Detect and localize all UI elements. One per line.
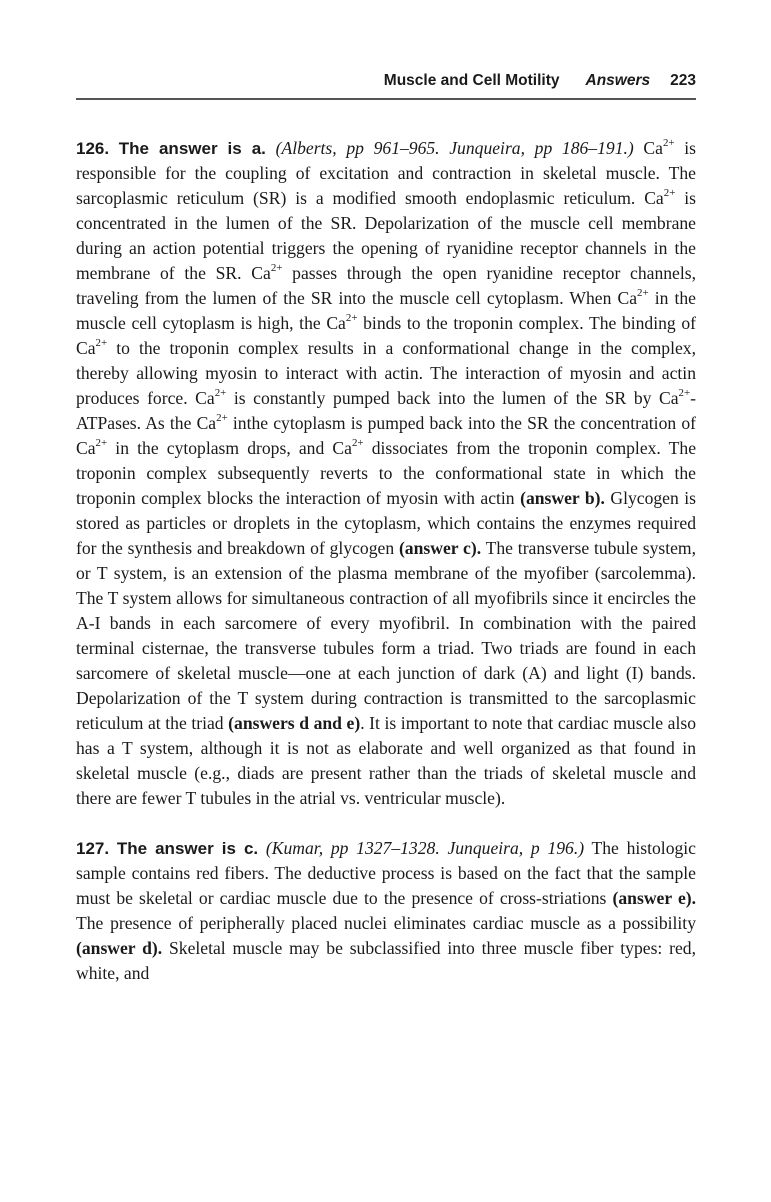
answer-126: [76, 136, 696, 811]
text-run: dissociates from the troponin complex. The troponin complex subsequently reverts to the conformational state in which the troponin complex blocks the interaction of myosin with actin: [76, 438, 696, 508]
answer-number: 127.: [76, 839, 110, 858]
running-head: [76, 72, 696, 90]
text-run: The transverse tubule system, or T system, is an extension of the plasma membrane of the myofiber (sarcolemma). The T system allows for simultaneous contraction of all myofibrils since it encircles the A-I bands in each sarcomere of every myofibril. In combination with the paired terminal cisternae, the transverse tubules form a triad. Two triads are found in each sarcomere of skeletal muscle—one at each junction of dark (A) and light (I) bands. Depolarization of the T system during contraction is transmitted to the sarcoplasmic reticulum at the triad: [76, 538, 697, 733]
superscript: 2+: [95, 336, 108, 349]
answer-number: 126.: [76, 139, 110, 158]
superscript: 2+: [270, 261, 283, 274]
text-run: . It is important to note that cardiac muscle also has a T system, although it is not as elaborate and well organized as that found in skeletal muscle (e.g., diads are present rather than the triads of skeletal muscle and there are fewer T tubules in the atrial vs. ventricular muscle).: [76, 713, 696, 808]
text-run: is constantly pumped back into the lumen of the SR by Ca: [226, 388, 679, 408]
answer-reference: (answer b).: [520, 488, 605, 508]
superscript: 2+: [663, 186, 676, 199]
text-run: to the troponin complex results in a conformational change in the complex, thereby allowing myosin to interact with actin. The interaction of myosin and actin produces force. Ca: [76, 338, 696, 408]
text-run: inthe cytoplasm is pumped back into the SR the concentration of Ca: [76, 413, 696, 458]
answer-reference: (answers d and e): [228, 713, 361, 733]
text-run: in the muscle cell cytoplasm is high, the Ca: [76, 288, 696, 333]
superscript: 2+: [216, 411, 228, 424]
answer-text: [76, 138, 696, 808]
text-run: is concentrated in the lumen of the SR. Depolarization of the muscle cell membrane during an action potential triggers the opening of ryanidine receptor channels in the membrane of the SR. Ca: [76, 188, 696, 283]
text-run: is responsible for the coupling of excitation and contraction in skeletal muscle. The sarcoplasmic reticulum (SR) is a modified smooth endoplasmic reticulum. Ca: [76, 138, 696, 208]
answer-reference: (answer e).: [612, 888, 697, 908]
answer-lead: The answer is a.: [118, 139, 266, 158]
text-run: Skeletal muscle may be subclassified into three muscle fiber types: red, white, and: [76, 938, 697, 983]
section-label: Answers: [585, 72, 651, 89]
answers-body: [76, 136, 696, 986]
text-run: Ca: [633, 138, 663, 158]
text-run: in the cytoplasm drops, and Ca: [107, 438, 352, 458]
superscript: 2+: [95, 436, 108, 449]
answer-reference: (answer c).: [398, 538, 482, 558]
superscript: 2+: [351, 436, 364, 449]
superscript: 2+: [214, 386, 227, 399]
answer-reference: (answer d).: [76, 938, 163, 958]
text-run: passes through the open ryanidine receptor channels, traveling from the lumen of the SR into the muscle cell cytoplasm. When Ca: [76, 263, 697, 308]
text-run: binds to the troponin complex. The binding of Ca: [76, 313, 697, 358]
answer-lead: The answer is c.: [116, 839, 259, 858]
superscript: 2+: [662, 136, 675, 149]
page-number: 223: [670, 72, 696, 89]
superscript: 2+: [678, 386, 691, 399]
answer-text: [76, 838, 696, 983]
answer-127: [76, 836, 696, 986]
text-run: Glycogen is stored as particles or droplets in the cytoplasm, which contains the enzymes required for the synthesis and breakdown of glycogen: [76, 488, 696, 558]
text-run: The histologic sample contains red fibers. The deductive process is based on the fact that the sample must be skeletal or cardiac muscle due to the presence of cross-striations: [76, 838, 696, 908]
text-run: -ATPases. As the Ca: [76, 388, 697, 433]
header-rule: [76, 98, 696, 100]
superscript: 2+: [345, 311, 358, 324]
chapter-title: Muscle and Cell Motility: [383, 72, 560, 89]
superscript: 2+: [637, 286, 649, 299]
citation: (Alberts, pp 961–965. Junqueira, pp 186–191.): [275, 138, 634, 158]
citation: (Kumar, pp 1327–1328. Junqueira, p 196.): [265, 838, 585, 858]
text-run: The presence of peripherally placed nuclei eliminates cardiac muscle as a possibility: [76, 913, 696, 933]
